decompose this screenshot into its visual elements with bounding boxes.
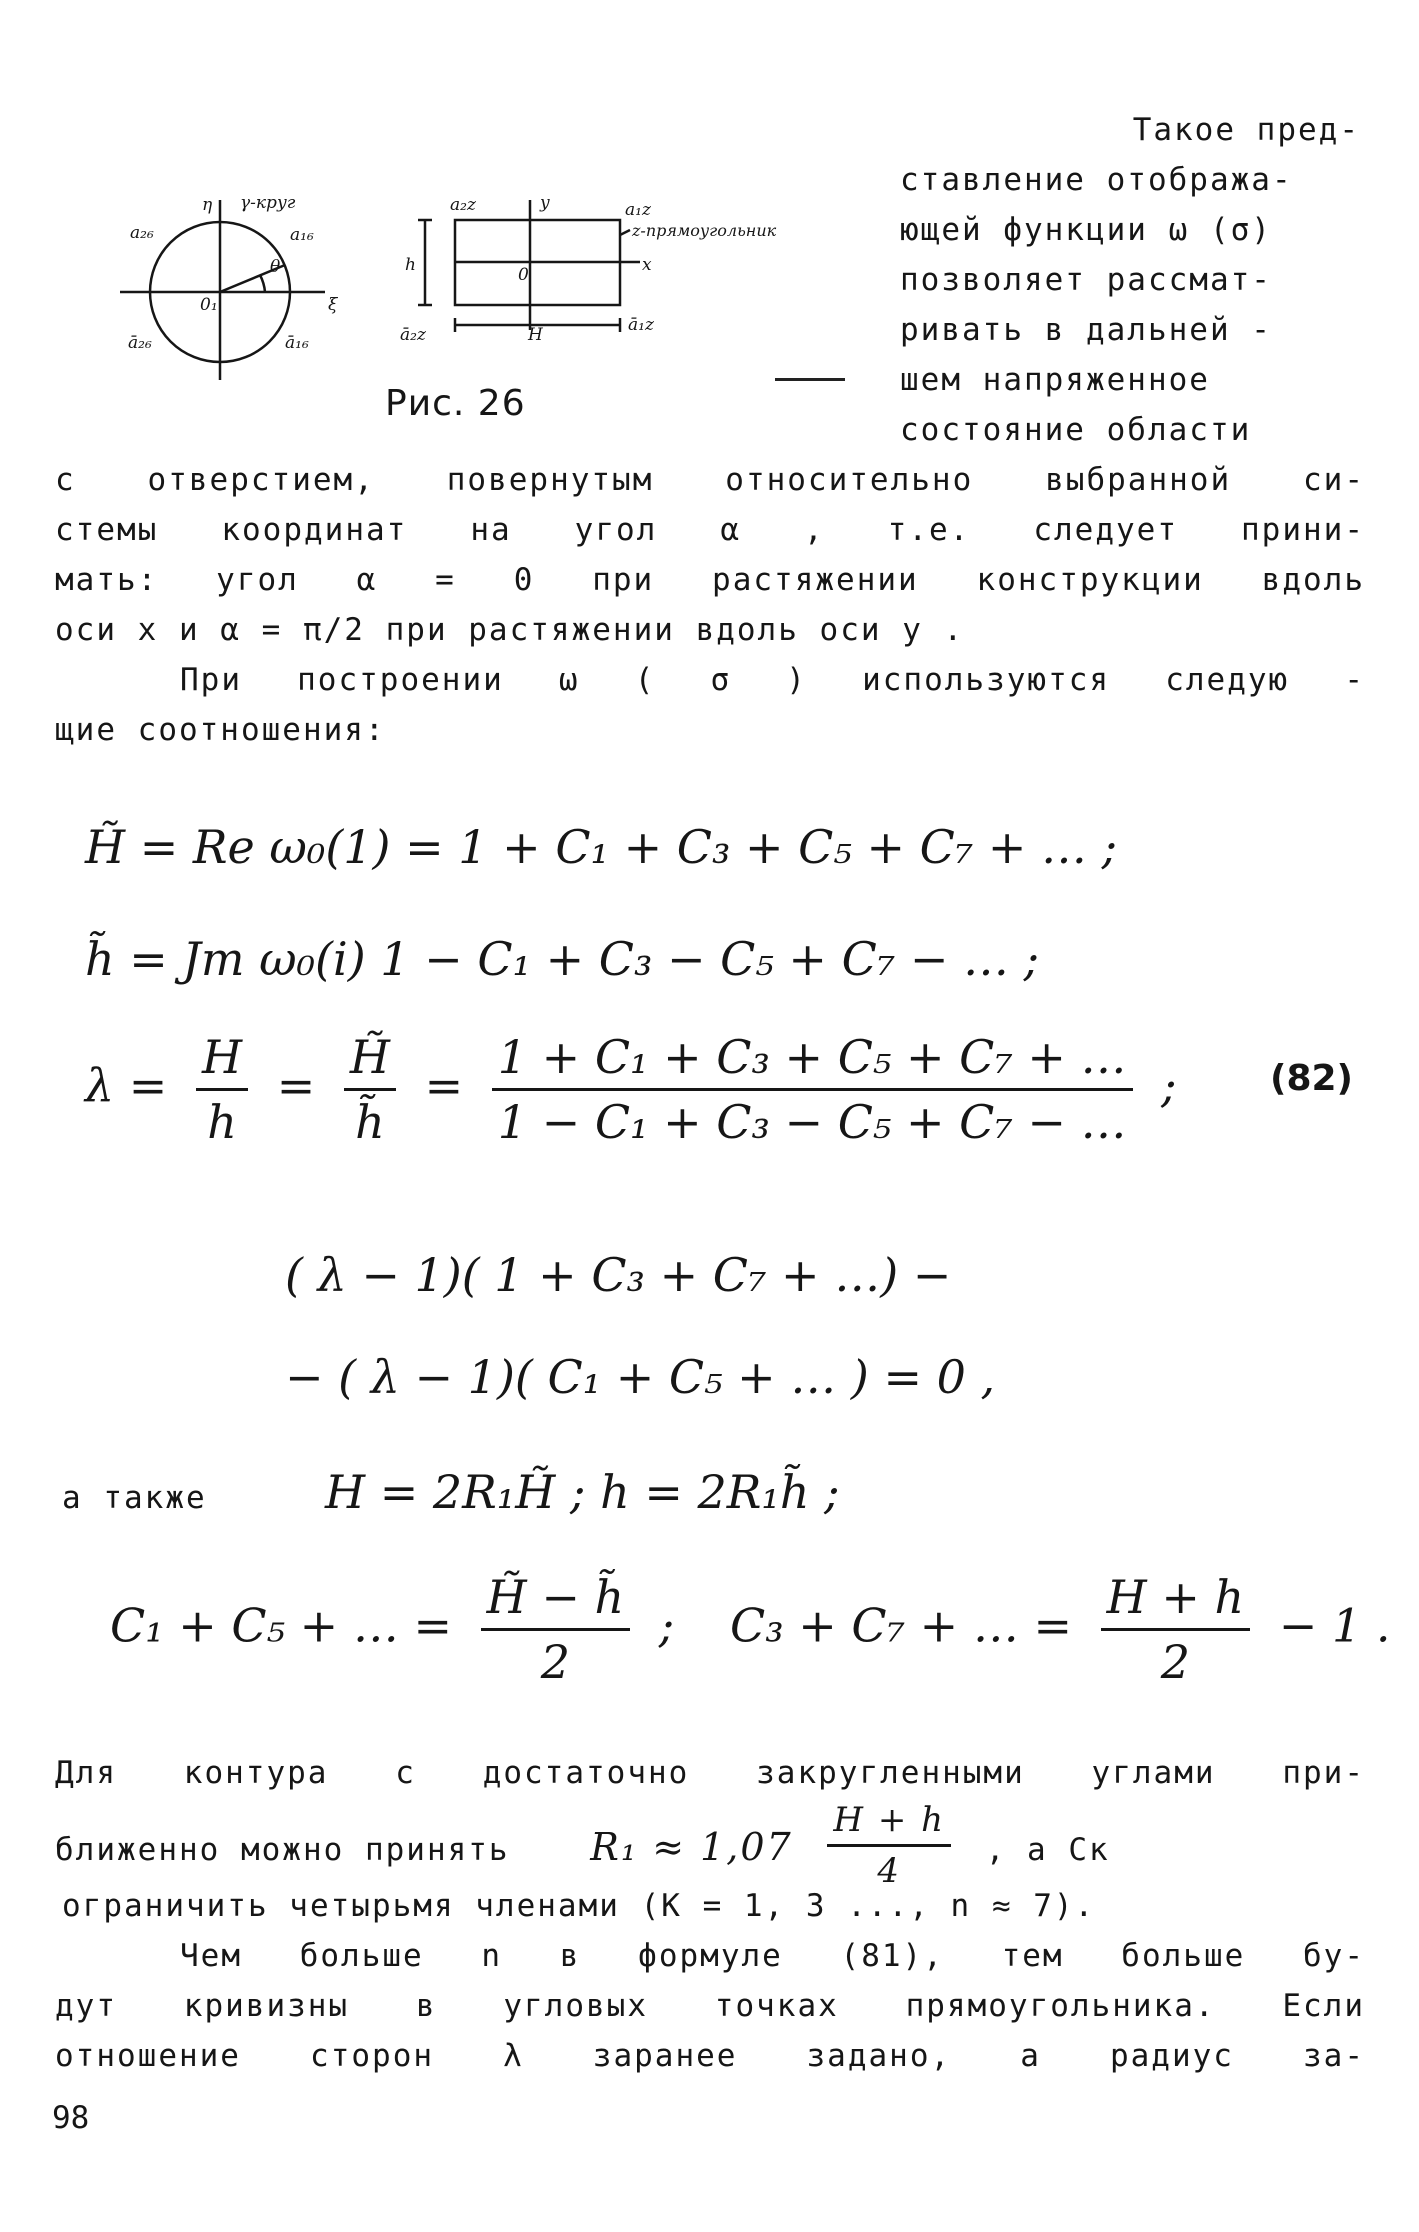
also-label: а также: [62, 1480, 207, 1516]
label-a1z: a₁z: [625, 200, 651, 220]
equation-h-tilde: h̃ = Jm ω₀(i) 1 − C₁ + C₃ − C₅ + C₇ − … ;: [85, 932, 1040, 986]
equation-H-tilde: H̃ = Re ω₀(1) = 1 + C₁ + C₃ + C₅ + C₇ + … ;: [85, 820, 1118, 874]
equation-number: (82): [1270, 1058, 1354, 1099]
fraction-denominator: h: [207, 1095, 237, 1149]
fraction-numerator: H̃: [344, 1030, 396, 1091]
fraction-numerator: H̃ − h̃: [481, 1570, 631, 1631]
text-fragment: , а Cк: [985, 1832, 1110, 1868]
label-z-rectangle: z-прямоугольник: [632, 221, 777, 240]
fraction-numerator: H + h: [827, 1800, 951, 1847]
fraction-numerator: H + h: [1101, 1570, 1251, 1631]
equals-sign: =: [424, 1058, 464, 1113]
fraction-denominator: 2: [1160, 1635, 1191, 1689]
label-a16: a₁₆: [290, 225, 314, 245]
label-y: y: [540, 193, 550, 213]
z-rectangle-diagram: [418, 200, 640, 332]
figure-caption: Рис. 26: [385, 383, 526, 424]
fraction-numerator: 1 + C₁ + C₃ + C₅ + C₇ + …: [492, 1030, 1133, 1091]
label-h: h: [405, 255, 416, 275]
label-a26: a₂₆: [130, 223, 154, 243]
fraction-series-ratio: [492, 1030, 1133, 1149]
equation-relation-1: ( λ − 1)( 1 + C₃ + C₇ + …) −: [285, 1248, 952, 1302]
fraction-denominator: 2: [540, 1635, 571, 1689]
label-gamma-circle: γ-круг: [240, 193, 296, 213]
page-number: 98: [52, 2100, 90, 2136]
side-text-line: Такое пред-: [1132, 112, 1360, 148]
label-a2z: a₂z: [450, 195, 476, 215]
side-text-line: позволяет рассмат-: [900, 262, 1272, 298]
fraction-numerator: H: [196, 1030, 248, 1091]
fraction-denominator: 4: [877, 1851, 902, 1891]
equals-sign: =: [276, 1058, 316, 1113]
paragraph-line: с отверстием, повернутым относительно выбранной си-: [55, 462, 1365, 498]
paragraph-line: отношение сторон λ заранее задано, а радиус за-: [55, 2038, 1365, 2074]
label-H: H: [528, 325, 543, 345]
label-a16-bar: ā₁₆: [285, 333, 309, 353]
label-a1z-bar: ā₁z: [628, 315, 654, 335]
label-a2z-bar: ā₂z: [400, 325, 426, 345]
c-odd-lhs: C₁ + C₅ + … =: [110, 1598, 453, 1653]
fraction-denominator: 1 − C₁ + C₃ − C₅ + C₇ − …: [497, 1095, 1127, 1149]
label-theta: θ: [270, 257, 281, 277]
label-xi: ξ: [328, 295, 338, 315]
paragraph-line: мать: угол α = 0 при растяжении конструкции вдоль: [55, 562, 1365, 598]
c-even-lhs: C₃ + C₇ + … =: [730, 1598, 1073, 1653]
paragraph-line-with-formula: [55, 1800, 1365, 1891]
dash-mark: [775, 378, 845, 381]
paragraph-line: Чем больше n в формуле (81), тем больше бу-: [180, 1938, 1365, 1974]
figure-26-drawing: [100, 180, 880, 380]
paragraph-line: щие соотношения:: [55, 712, 386, 748]
semicolon: ;: [1161, 1058, 1177, 1113]
side-text-line: ривать в дальней -: [900, 312, 1272, 348]
label-o: 0: [518, 265, 529, 285]
semicolon: ;: [658, 1598, 675, 1653]
c-even-tail: − 1 .: [1278, 1598, 1391, 1653]
equation-c-even: [730, 1570, 1390, 1689]
equation-c-odd: [110, 1570, 674, 1689]
paragraph-line: При построении ω ( σ ) используются следую -: [180, 662, 1365, 698]
side-text-line: ставление отобража-: [900, 162, 1293, 198]
fraction-c-even: [1101, 1570, 1251, 1689]
label-eta: η: [202, 195, 213, 215]
side-text-line: состояние области: [900, 412, 1252, 448]
paragraph-line: оси x и α = π/2 при растяжении вдоль оси y .: [55, 612, 965, 648]
text-fragment: ближенно можно принять: [55, 1832, 510, 1868]
fraction-Ht-over-ht: [344, 1030, 396, 1149]
paragraph-line: Для контура с достаточно закругленными углами при-: [55, 1755, 1365, 1791]
equation-relation-2: − ( λ − 1)( C₁ + C₅ + … ) = 0 ,: [285, 1350, 996, 1404]
equation-lambda: [85, 1030, 1177, 1149]
label-a26-bar: ā₂₆: [128, 333, 152, 353]
formula-R1: R₁ ≈ 1,07: [590, 1825, 793, 1869]
label-o1: 0₁: [200, 295, 218, 315]
fraction-H-plus-h-over-4: [827, 1800, 951, 1891]
paragraph-line: стемы координат на угол α , т.е. следует прини-: [55, 512, 1365, 548]
paragraph-line: ограничить четырьмя членами (K = 1, 3 ..., n ≈ 7).: [62, 1888, 1096, 1924]
side-text-line: шем напряженное: [900, 362, 1210, 398]
label-x: x: [642, 255, 652, 275]
fraction-H-over-h: [196, 1030, 248, 1149]
equation-H-R: H = 2R₁H̃ ; h = 2R₁h̃ ;: [325, 1465, 840, 1519]
side-text-block: [900, 112, 1360, 462]
paragraph-line: дут кривизны в угловых точках прямоугольника. Если: [55, 1988, 1365, 2024]
lambda-lhs: λ =: [85, 1058, 168, 1113]
fraction-denominator: h̃: [355, 1095, 385, 1149]
side-text-line: ющей функции ω (σ): [900, 212, 1272, 248]
fraction-c-odd: [481, 1570, 631, 1689]
